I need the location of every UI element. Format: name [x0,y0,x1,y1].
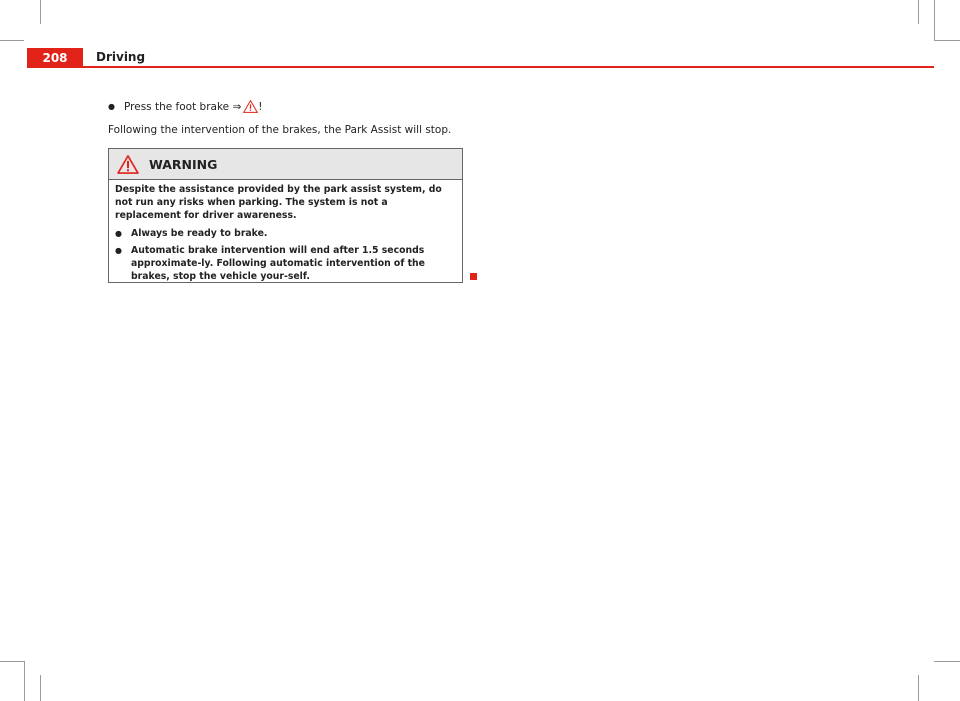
following-text: Following the intervention of the brakes, the Park Assist will stop. [108,124,452,136]
step-suffix: ! [258,100,263,113]
warning-body [109,180,462,283]
crop-mark [40,675,41,701]
crop-mark [934,40,960,41]
warning-triangle-icon [117,155,139,174]
crop-mark [918,0,919,24]
bullet: ● [115,229,122,238]
warning-intro: Despite the assistance provided by the park assist system, do not run any risks when parking. The system is not a replacement for driver awareness. [115,184,442,221]
crop-mark [24,661,25,701]
warning-item-text: Always be ready to brake. [131,228,268,239]
bullet: ● [108,102,115,111]
step-text: Press the foot brake ⇒ [124,100,242,113]
page-number: 208 [27,48,83,68]
warning-item-text: Automatic brake intervention will end after 1.5 seconds approximate-ly. Following automatic intervention of the brakes, stop the vehicle your-self. [131,245,425,282]
crop-mark [0,40,24,41]
crop-mark [40,0,41,24]
section-title: Driving [96,50,146,64]
warning-triangle-icon[interactable] [243,100,258,113]
section-end-marker [470,273,477,280]
crop-mark [934,0,935,40]
step-item [108,100,262,113]
crop-mark [934,661,960,662]
crop-mark [0,661,24,662]
header-rule [83,66,934,68]
warning-header [109,149,462,180]
bullet: ● [115,246,122,255]
warning-title: WARNING [149,156,218,172]
warning-list-item [115,244,456,283]
warning-box [108,148,463,283]
crop-mark [918,675,919,701]
warning-list-item [115,227,456,240]
